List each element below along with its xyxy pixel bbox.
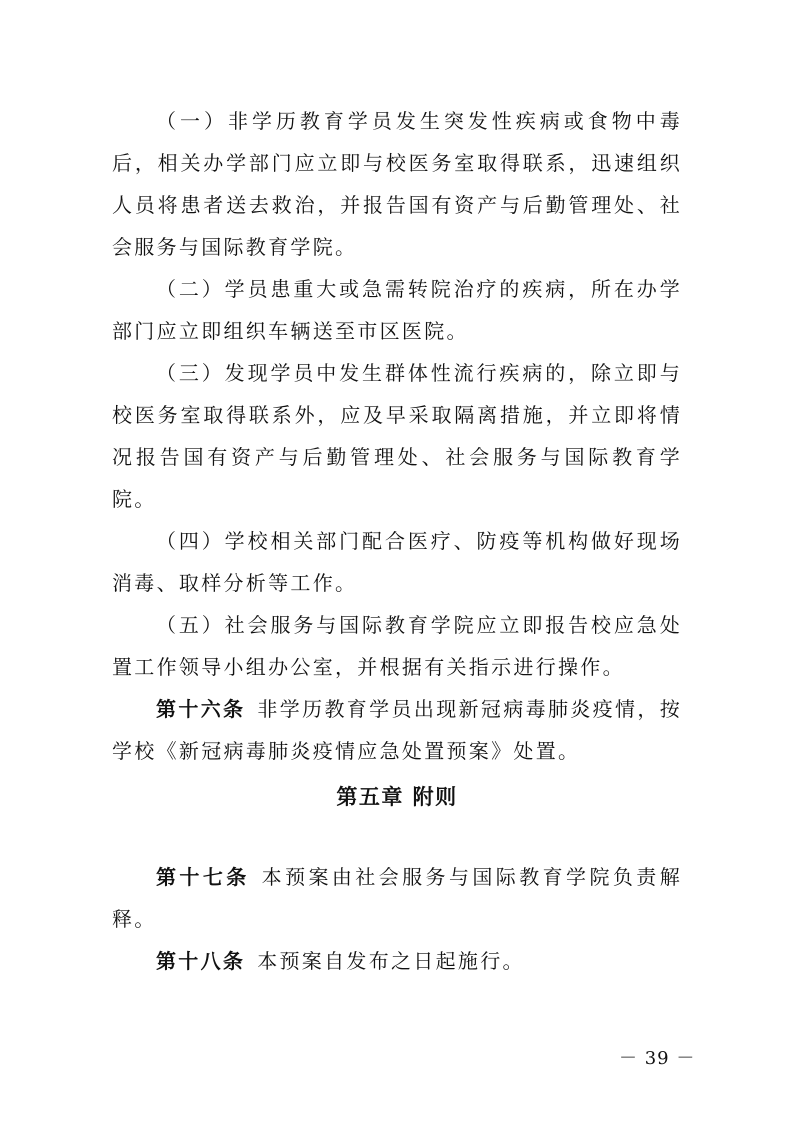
article-17-text: 本预案由社会服务与国际教育学院负责解释。: [112, 865, 682, 931]
paragraph-3: （三）发现学员中发生群体性流行疾病的，除立即与校医务室取得联系外，应及早采取隔离措施，并立即将情况报告国有资产与后勤管理处、社会服务与国际教育学院。: [112, 361, 682, 511]
article-16-text: 非学历教育学员出现新冠病毒肺炎疫情，按学校《新冠病毒肺炎疫情应急处置预案》处置。: [112, 697, 683, 763]
page-number: － 39 －: [619, 1048, 696, 1069]
article-18-text: 本预案自发布之日起施行。: [257, 949, 525, 973]
paragraph-2: （二）学员患重大或急需转院治疗的疾病，所在办学部门应立即组织车辆送至市区医院。: [112, 277, 682, 343]
document-body: [112, 100, 682, 982]
paragraph-1: （一）非学历教育学员发生突发性疾病或食物中毒后，相关办学部门应立即与校医务室取得联系，迅速组织人员将患者送去救治，并报告国有资产与后勤管理处、社会服务与国际教育学院。: [112, 109, 682, 259]
article-18-label: 第十八条: [156, 949, 246, 973]
article-17: [112, 856, 682, 940]
article-16-label: 第十六条: [156, 697, 246, 721]
article-17-label: 第十七条: [156, 865, 250, 889]
chapter-title: 第五章 附则: [336, 784, 458, 809]
article-18: [112, 940, 682, 982]
paragraph-5: （五）社会服务与国际教育学院应立即报告校应急处置工作领导小组办公室，并根据有关指示进行操作。: [112, 613, 682, 679]
paragraph-4: （四）学校相关部门配合医疗、防疫等机构做好现场消毒、取样分析等工作。: [112, 529, 682, 595]
article-16: [112, 688, 682, 772]
